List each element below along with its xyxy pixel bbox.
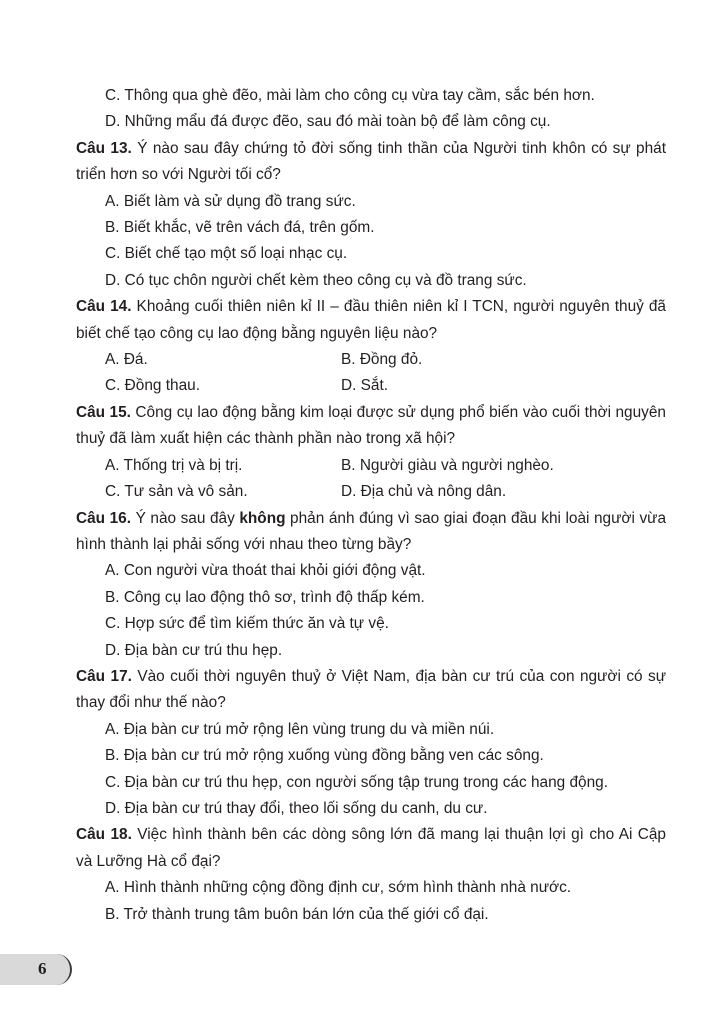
- question-16: [76, 506, 666, 559]
- q14-options-row-1: [76, 347, 666, 373]
- q17-option-b: B. Địa bàn cư trú mở rộng xuống vùng đồng bằng ven các sông.: [105, 747, 544, 765]
- q15-option-c: C. Tư sản và vô sản.: [105, 483, 248, 501]
- q15-options-row-2: [76, 479, 666, 505]
- q15-options-row-1: [76, 453, 666, 479]
- page-number: 6: [38, 959, 47, 978]
- question-14: [76, 294, 666, 347]
- question-text-post: phản ánh đúng vì sao giai đoạn đầu khi loài người vừa hình thành lại phải sống với nhau theo từng bầy?: [76, 509, 667, 553]
- q18-option-b: B. Trở thành trung tâm buôn bán lớn của thế giới cổ đại.: [105, 905, 489, 923]
- q13-option-c: C. Biết chế tạo một số loại nhạc cụ.: [105, 245, 348, 263]
- page-content: [76, 83, 666, 928]
- question-text: Khoảng cuối thiên niên kỉ II – đầu thiên niên kỉ I TCN, người nguyên thuỷ đã biết chế tạo công cụ lao động bằng nguyên liệu nào?: [76, 298, 666, 342]
- question-text-emphasis: không: [239, 509, 286, 527]
- q17-option-c: C. Địa bàn cư trú thu hẹp, con người sống tập trung trong các hang động.: [105, 773, 608, 791]
- question-13: [76, 136, 666, 189]
- question-text: Ý nào sau đây chứng tỏ đời sống tinh thần của Người tinh khôn có sự phát triển hơn so với Người tối cổ?: [76, 139, 666, 184]
- question-text-pre: Ý nào sau đây: [131, 509, 240, 527]
- question-number: Câu 16.: [76, 509, 132, 527]
- question-18: [76, 822, 666, 875]
- q18-option-a: A. Hình thành những cộng đồng định cư, sớm hình thành nhà nước.: [105, 879, 572, 897]
- q14-option-a: A. Đá.: [105, 351, 148, 369]
- question-15: [76, 400, 666, 453]
- q13-option-d: D. Có tục chôn người chết kèm theo công cụ và đồ trang sức.: [105, 271, 527, 289]
- question-number: Câu 14.: [76, 298, 132, 316]
- q16-option-d: D. Địa bàn cư trú thu hẹp.: [105, 641, 283, 659]
- q15-option-b: B. Người giàu và người nghèo.: [341, 456, 554, 474]
- question-text: Việc hình thành bên các dòng sông lớn đã mang lại thuận lợi gì cho Ai Cập và Lưỡng Hà cổ đại?: [76, 826, 666, 870]
- q14-options-row-2: [76, 373, 666, 399]
- q13-option-a: A. Biết làm và sử dụng đồ trang sức.: [105, 192, 356, 210]
- q16-option-b: B. Công cụ lao động thô sơ, trình độ thấp kém.: [105, 588, 425, 606]
- question-number: Câu 18.: [76, 826, 132, 844]
- question-number: Câu 17.: [76, 667, 132, 685]
- q17-option-a: A. Địa bàn cư trú mở rộng lên vùng trung du và miền núi.: [105, 720, 495, 738]
- question-text: Vào cuối thời nguyên thuỷ ở Việt Nam, địa bàn cư trú của con người có sự thay đổi như thế nào?: [76, 667, 667, 712]
- option-d-prev: D. Những mẩu đá được đẽo, sau đó mài toàn bộ để làm công cụ.: [105, 113, 551, 131]
- q17-option-d: D. Địa bàn cư trú thay đổi, theo lối sống du canh, du cư.: [105, 799, 488, 817]
- question-number: Câu 15.: [76, 403, 131, 421]
- q14-option-c: C. Đồng thau.: [105, 377, 200, 395]
- q14-option-b: B. Đồng đỏ.: [341, 351, 423, 369]
- q16-option-c: C. Hợp sức để tìm kiếm thức ăn và tự vệ.: [105, 615, 389, 633]
- question-number: Câu 13.: [76, 139, 132, 157]
- question-text: Công cụ lao động bằng kim loại được sử dụng phổ biến vào cuối thời nguyên thuỷ đã làm xuất hiện các thành phần nào trong xã hội?: [76, 403, 666, 448]
- page-number-tab: [0, 954, 72, 985]
- option-c-prev: C. Thông qua ghè đẽo, mài làm cho công cụ vừa tay cầm, sắc bén hơn.: [105, 87, 595, 104]
- q14-option-d: D. Sắt.: [341, 377, 389, 395]
- question-17: [76, 664, 666, 717]
- q15-option-d: D. Địa chủ và nông dân.: [341, 483, 507, 501]
- q15-option-a: A. Thống trị và bị trị.: [105, 456, 243, 474]
- q16-option-a: A. Con người vừa thoát thai khỏi giới động vật.: [105, 562, 426, 580]
- q13-option-b: B. Biết khắc, vẽ trên vách đá, trên gốm.: [105, 219, 375, 237]
